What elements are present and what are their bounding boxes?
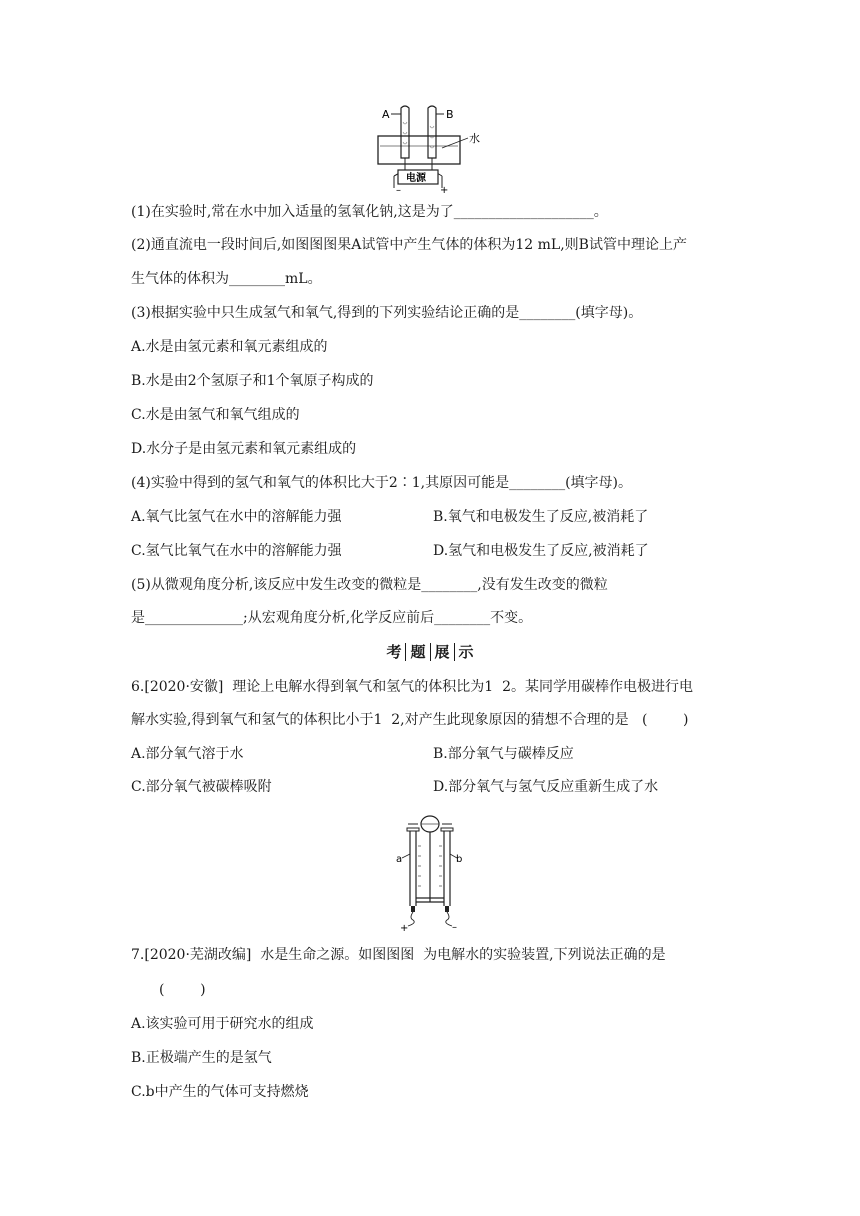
- tube-b-label: B: [446, 108, 454, 121]
- q6-stem-line2: 解水实验,得到氧气和氢气的体积比小于1 2,对产生此现象原因的猜想不合理的是 ( ): [131, 712, 689, 728]
- q5-part3: (3)根据实验中只生成氢气和氧气,得到的下列实验结论正确的是________(填字母)。: [131, 305, 643, 321]
- tube-a-label: a: [396, 854, 403, 865]
- q5-part5-line1: (5)从微观角度分析,该反应中发生改变的微粒是________,没有发生改变的微粒: [131, 577, 608, 593]
- q5-part3-option-b: B.水是由2个氢原子和1个氧原子构成的: [131, 373, 374, 389]
- q6-stem-line1: 6.[2020·安徽] 理论上电解水得到氧气和氢气的体积比为1 2。某同学用碳棒作电极进行电: [131, 679, 693, 695]
- q5-part4-option-b: B.氧气和电极发生了反应,被消耗了: [433, 509, 649, 525]
- q7-stem-line1: 7.[2020·芜湖改编] 水是生命之源。如图图图 为电解水的实验装置,下列说法正确的是: [131, 947, 666, 963]
- q6-option-a: A.部分氧气溶于水: [131, 746, 244, 762]
- water-label: 水: [469, 132, 480, 145]
- positive-terminal-label: +: [400, 923, 409, 932]
- q6-option-c: C.部分氧气被碳棒吸附: [131, 779, 272, 795]
- section-heading-char-4: 示: [454, 643, 478, 661]
- q5-part3-option-a: A.水是由氢元素和氧元素组成的: [131, 339, 328, 355]
- electrolysis-apparatus-figure: [370, 102, 490, 194]
- q7-option-c: C.b中产生的气体可支持燃烧: [131, 1084, 309, 1100]
- q5-part3-option-d: D.水分子是由氢元素和氧元素组成的: [131, 441, 357, 457]
- hofmann-voltameter-figure: [394, 806, 468, 932]
- power-source-label: 电源: [406, 173, 426, 184]
- q6-option-b: B.部分氧气与碳棒反应: [433, 746, 574, 762]
- q5-part3-option-c: C.水是由氢气和氧气组成的: [131, 407, 300, 423]
- negative-terminal-label: –: [396, 185, 401, 194]
- section-heading-char-2: 题: [405, 643, 429, 661]
- q5-part4-option-c: C.氢气比氧气在水中的溶解能力强: [131, 543, 342, 559]
- q7-answer-bracket: ( ): [159, 982, 206, 998]
- tube-a-label: A: [382, 108, 390, 121]
- q5-part4: (4)实验中得到的氢气和氧气的体积比大于2∶1,其原因可能是________(填字母)。: [131, 475, 633, 491]
- q5-part4-option-d: D.氢气和电极发生了反应,被消耗了: [433, 543, 649, 559]
- section-heading-char-3: 展: [430, 643, 454, 661]
- q7-option-a: A.该实验可用于研究水的组成: [131, 1016, 314, 1032]
- q6-option-d: D.部分氧气与氢气反应重新生成了水: [433, 779, 659, 795]
- q5-part1: (1)在实验时,常在水中加入适量的氢氧化钠,这是为了____________________。: [131, 204, 608, 220]
- q5-part2-line1: (2)通直流电一段时间后,如图图图果A试管中产生气体的体积为12 mL,则B试管中理论上产: [131, 237, 687, 253]
- negative-terminal-label: –: [452, 922, 457, 932]
- q5-part4-option-a: A.氧气比氢气在水中的溶解能力强: [131, 509, 342, 525]
- positive-terminal-label: +: [440, 185, 449, 194]
- q7-option-b: B.正极端产生的是氢气: [131, 1050, 272, 1066]
- q5-part2-line2: 生气体的体积为________mL。: [131, 271, 322, 287]
- q5-part5-line2: 是______________;从宏观角度分析,化学反应前后________不变。: [131, 610, 533, 626]
- tube-b-label: b: [456, 854, 463, 865]
- section-heading-char-1: 考: [386, 643, 402, 661]
- section-heading: [0, 641, 860, 662]
